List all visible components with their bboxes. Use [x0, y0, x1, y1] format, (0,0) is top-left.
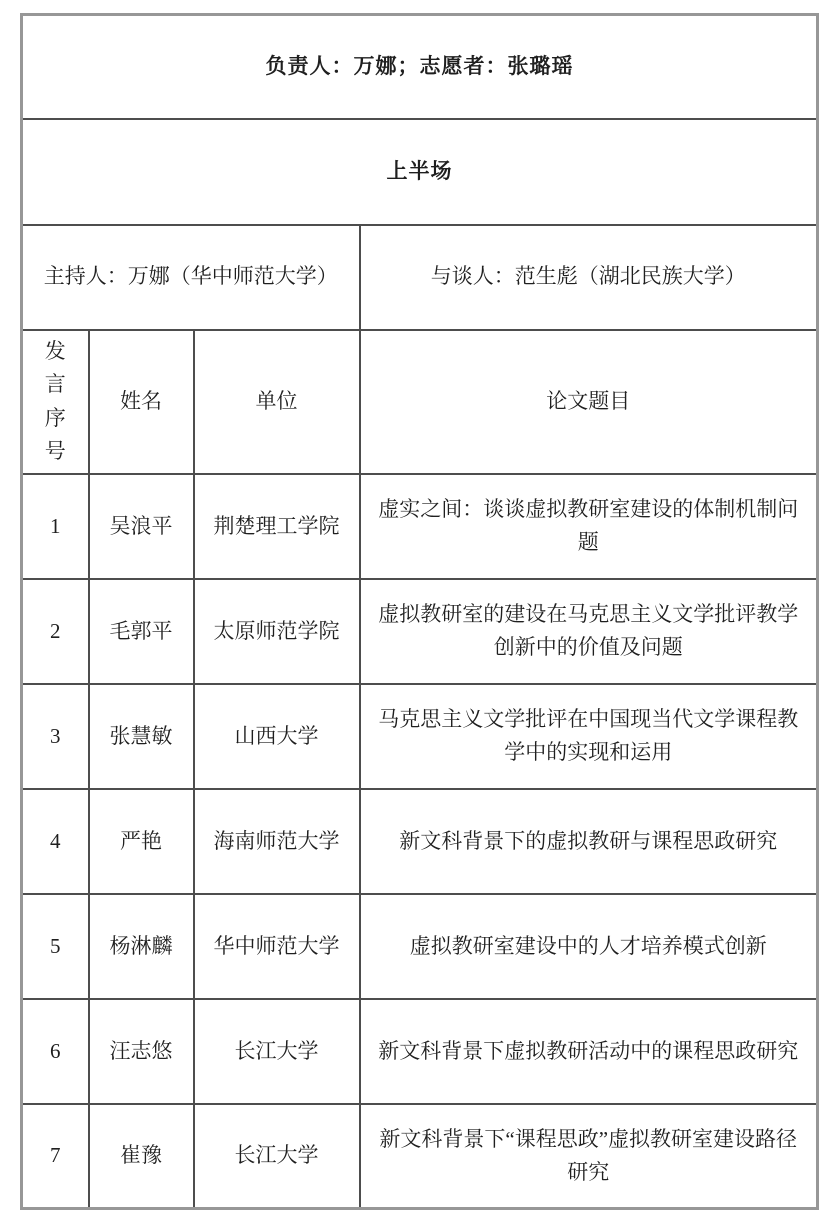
- name-cell: 吴浪平: [89, 474, 194, 579]
- paper-title-cell: 新文科背景下的虚拟教研与课程思政研究: [360, 789, 818, 894]
- table-row: [22, 1104, 818, 1209]
- paper-title-cell: 新文科背景下虚拟教研活动中的课程思政研究: [360, 999, 818, 1104]
- session-program-table: [20, 13, 819, 1210]
- column-header-seq: [22, 330, 89, 474]
- table-row: [22, 894, 818, 999]
- name-cell: 张慧敏: [89, 684, 194, 789]
- discussant-cell: 与谈人：范生彪（湖北民族大学）: [360, 225, 818, 330]
- name-cell: 毛郭平: [89, 579, 194, 684]
- paper-title-cell: 新文科背景下“课程思政”虚拟教研室建设路径研究: [360, 1104, 818, 1209]
- column-header-paper-title: 论文题目: [360, 330, 818, 474]
- paper-title-cell: 虚拟教研室的建设在马克思主义文学批评教学创新中的价值及问题: [360, 579, 818, 684]
- seq-cell: 5: [22, 894, 89, 999]
- name-cell: 汪志悠: [89, 999, 194, 1104]
- table-row: [22, 474, 818, 579]
- seq-cell: 3: [22, 684, 89, 789]
- name-cell: 崔豫: [89, 1104, 194, 1209]
- session-title: 上半场: [22, 119, 818, 225]
- column-header-row: [22, 330, 818, 474]
- paper-title-cell: 虚实之间：谈谈虚拟教研室建设的体制机制问题: [360, 474, 818, 579]
- seq-cell: 6: [22, 999, 89, 1104]
- name-cell: 严艳: [89, 789, 194, 894]
- seq-cell: 2: [22, 579, 89, 684]
- name-cell: 杨淋麟: [89, 894, 194, 999]
- host-cell: 主持人：万娜（华中师范大学）: [22, 225, 360, 330]
- moderators-row: [22, 225, 818, 330]
- seq-cell: 1: [22, 474, 89, 579]
- affiliation-cell: 荆楚理工学院: [194, 474, 360, 579]
- affiliation-cell: 太原师范学院: [194, 579, 360, 684]
- column-header-name: 姓名: [89, 330, 194, 474]
- seq-cell: 7: [22, 1104, 89, 1209]
- seq-header-line2: 序号: [44, 405, 66, 464]
- organizer-line: 负责人：万娜；志愿者：张璐瑶: [22, 15, 818, 119]
- affiliation-cell: 长江大学: [194, 1104, 360, 1209]
- paper-title-cell: 虚拟教研室建设中的人才培养模式创新: [360, 894, 818, 999]
- table-row: [22, 579, 818, 684]
- affiliation-cell: 山西大学: [194, 684, 360, 789]
- session-title-row: [22, 119, 818, 225]
- table-row: [22, 684, 818, 789]
- seq-cell: 4: [22, 789, 89, 894]
- affiliation-cell: 长江大学: [194, 999, 360, 1104]
- affiliation-cell: 华中师范大学: [194, 894, 360, 999]
- affiliation-cell: 海南师范大学: [194, 789, 360, 894]
- organizer-row: [22, 15, 818, 119]
- column-header-affiliation: 单位: [194, 330, 360, 474]
- program-table-container: [20, 13, 819, 1210]
- table-row: [22, 999, 818, 1104]
- paper-title-cell: 马克思主义文学批评在中国现当代文学课程教学中的实现和运用: [360, 684, 818, 789]
- seq-header-line1: 发言: [44, 338, 66, 397]
- table-row: [22, 789, 818, 894]
